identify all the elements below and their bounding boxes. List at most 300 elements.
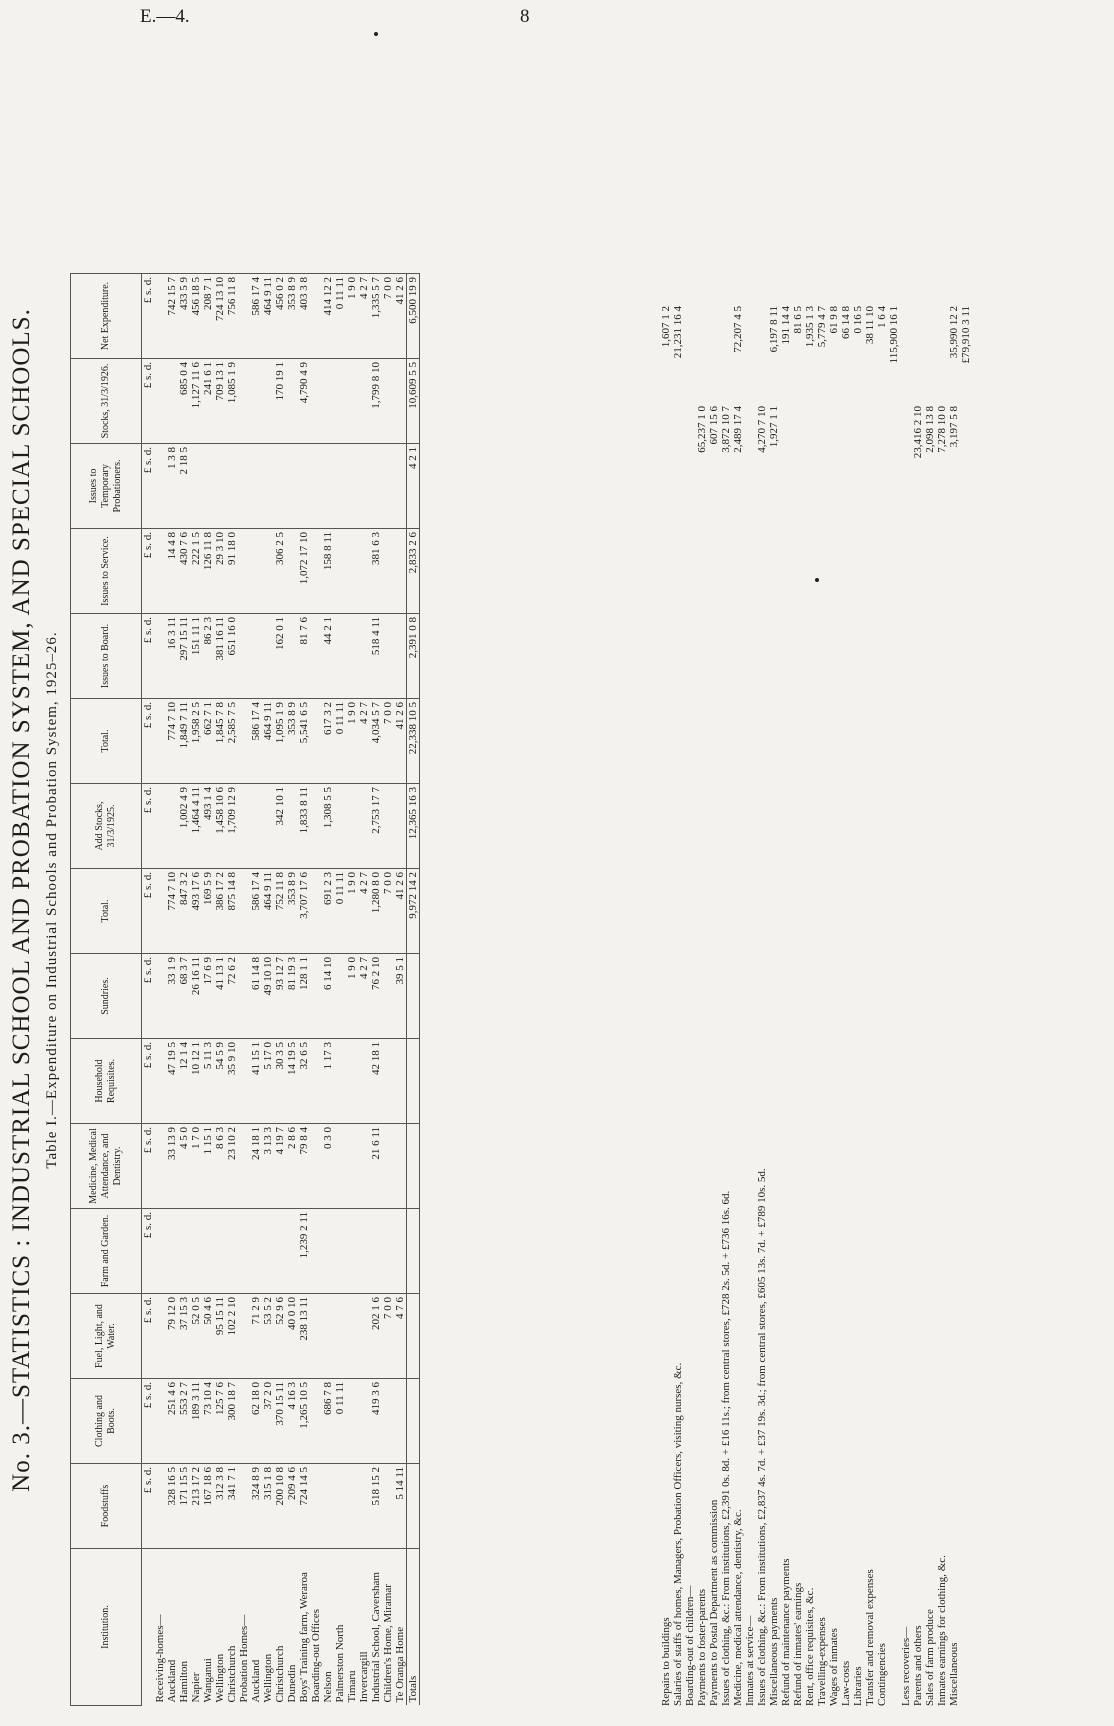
summary-amount — [960, 406, 972, 506]
summary-label: Payments to foster-parents — [696, 1588, 708, 1706]
column-header: Farm and Garden. — [71, 1209, 142, 1294]
amount-cell: 86 2 3 — [202, 614, 214, 699]
amount-cell — [238, 699, 250, 784]
summary-label: Less recoveries— — [900, 1626, 912, 1706]
institution-cell: Auckland — [166, 1549, 178, 1706]
summary-row — [960, 306, 972, 1706]
amount-cell — [154, 869, 166, 954]
summary-label: Issues of clothing, &c.: From institutions, £2,391 0s. 8d. + £16 11s.; from central stores, £728 2s. 5d. + £736 16s. 6d. — [720, 1190, 732, 1706]
amount-cell — [407, 1039, 420, 1124]
column-header: Household Requisites. — [71, 1039, 142, 1124]
amount-cell — [346, 529, 358, 614]
amount-cell: 4 5 0 — [178, 1124, 190, 1209]
amount-cell — [394, 784, 407, 869]
summary-amount — [684, 406, 696, 506]
amount-cell: 875 14 8 — [226, 869, 238, 954]
institution-cell: Hamilton — [178, 1549, 190, 1706]
amount-cell: 49 10 10 — [262, 954, 274, 1039]
amount-cell: 386 17 2 — [214, 869, 226, 954]
amount-cell — [394, 444, 407, 529]
summary-amount: 4,270 7 10 — [756, 406, 768, 453]
column-header: Fuel, Light, and Water. — [71, 1294, 142, 1379]
amount-cell: 2,391 0 8 — [407, 614, 420, 699]
table-row — [190, 274, 202, 1706]
amount-cell: 553 2 7 — [178, 1379, 190, 1464]
amount-cell: 493 17 6 — [190, 869, 202, 954]
institution-cell: Wellington — [262, 1549, 274, 1706]
institution-cell: Napier — [190, 1549, 202, 1706]
amount-cell — [407, 1124, 420, 1209]
table-body — [142, 274, 420, 1706]
amount-cell: 756 11 8 — [226, 274, 238, 359]
amount-cell: 251 4 6 — [166, 1379, 178, 1464]
totals-row — [407, 274, 420, 1706]
amount-cell — [370, 1209, 382, 1294]
amount-cell: 518 15 2 — [370, 1464, 382, 1549]
summary-label: Miscellaneous payments — [768, 1597, 780, 1706]
summary-subtotal — [912, 306, 924, 406]
amount-cell: 0 11 11 — [334, 869, 346, 954]
amount-cell: 1,085 1 9 — [226, 359, 238, 444]
amount-cell — [250, 1209, 262, 1294]
amount-cell: 774 7 10 — [166, 869, 178, 954]
amount-cell: 1,095 1 9 — [274, 699, 286, 784]
amount-cell: 1,458 10 6 — [214, 784, 226, 869]
amount-cell — [286, 444, 298, 529]
column-header: Issues to Temporary Probationers. — [71, 444, 142, 529]
unit-label: £ s. d. — [142, 954, 155, 1039]
summary-amount: 3,872 10 7 — [720, 406, 732, 453]
amount-cell: 71 2 9 — [250, 1294, 262, 1379]
summary-label: Medicine, medical attendance, dentistry, &c. — [732, 1509, 744, 1706]
table-row — [322, 274, 334, 1706]
amount-cell — [382, 954, 394, 1039]
amount-cell — [394, 529, 407, 614]
amount-cell — [358, 1124, 370, 1209]
amount-cell: 0 11 11 — [334, 699, 346, 784]
amount-cell: 315 1 8 — [262, 1464, 274, 1549]
summary-label: Inmates at service— — [744, 1615, 756, 1706]
summary-subtotal: 1 6 4 — [876, 306, 888, 328]
amount-cell — [407, 1209, 420, 1294]
amount-cell — [382, 529, 394, 614]
amount-cell — [310, 1124, 322, 1209]
amount-cell: 4 2 7 — [358, 274, 370, 359]
amount-cell: 6,500 19 9 — [407, 274, 420, 359]
table-row — [346, 274, 358, 1706]
summary-row — [804, 306, 816, 1706]
amount-cell: 0 3 0 — [322, 1124, 334, 1209]
summary-label: Refund of inmates' earnings — [792, 1582, 804, 1706]
institution-cell: Totals — [407, 1549, 420, 1706]
amount-cell — [394, 1039, 407, 1124]
amount-cell — [166, 784, 178, 869]
amount-cell: 709 13 1 — [214, 359, 226, 444]
amount-cell — [286, 614, 298, 699]
amount-cell: 73 10 4 — [202, 1379, 214, 1464]
unit-label: £ s. d. — [142, 699, 155, 784]
amount-cell: 68 3 7 — [178, 954, 190, 1039]
amount-cell: 169 5 9 — [202, 869, 214, 954]
amount-cell: 162 0 1 — [274, 614, 286, 699]
amount-cell — [238, 274, 250, 359]
amount-cell — [154, 784, 166, 869]
amount-cell: 685 0 4 — [178, 359, 190, 444]
amount-cell: 10,609 5 5 — [407, 359, 420, 444]
amount-cell: 353 8 9 — [286, 869, 298, 954]
amount-cell: 81 19 3 — [286, 954, 298, 1039]
column-header: Institution. — [71, 1549, 142, 1706]
amount-cell: 40 0 10 — [286, 1294, 298, 1379]
summary-label: Travelling-expenses — [816, 1617, 828, 1706]
amount-cell: 1,072 17 10 — [298, 529, 310, 614]
amount-cell — [250, 784, 262, 869]
amount-cell — [394, 614, 407, 699]
amount-cell — [346, 1294, 358, 1379]
amount-cell — [382, 1039, 394, 1124]
amount-cell — [322, 1209, 334, 1294]
table-row — [382, 274, 394, 1706]
summary-amount — [672, 406, 684, 506]
summary-subtotal: 6,197 8 11 — [768, 306, 780, 353]
amount-cell: 4 16 3 — [286, 1379, 298, 1464]
summary-row — [708, 306, 720, 1706]
summary-row — [948, 306, 960, 1706]
summary-amount — [852, 406, 864, 506]
amount-cell: 200 10 8 — [274, 1464, 286, 1549]
summary-amount — [780, 406, 792, 506]
institution-cell: Wanganui — [202, 1549, 214, 1706]
amount-cell: 42 18 1 — [370, 1039, 382, 1124]
amount-cell — [154, 359, 166, 444]
amount-cell: 381 6 3 — [370, 529, 382, 614]
amount-cell: 651 16 0 — [226, 614, 238, 699]
amount-cell: 41 13 1 — [214, 954, 226, 1039]
amount-cell — [214, 444, 226, 529]
unit-label — [142, 1549, 155, 1706]
expenditure-table — [70, 273, 420, 1706]
amount-cell — [286, 359, 298, 444]
amount-cell — [310, 1209, 322, 1294]
institution-cell: Timaru — [346, 1549, 358, 1706]
amount-cell: 125 7 6 — [214, 1379, 226, 1464]
amount-cell — [286, 784, 298, 869]
amount-cell: 1 15 1 — [202, 1124, 214, 1209]
amount-cell — [262, 444, 274, 529]
amount-cell — [358, 1379, 370, 1464]
summary-section — [660, 306, 972, 1706]
summary-label: Sales of farm produce — [924, 1609, 936, 1706]
unit-label: £ s. d. — [142, 869, 155, 954]
amount-cell — [238, 1294, 250, 1379]
amount-cell — [154, 1294, 166, 1379]
amount-cell — [322, 444, 334, 529]
summary-label: Refund of maintenance payments — [780, 1558, 792, 1706]
amount-cell — [346, 1039, 358, 1124]
amount-cell: 128 1 1 — [298, 954, 310, 1039]
amount-cell — [358, 614, 370, 699]
amount-cell: 5,541 6 5 — [298, 699, 310, 784]
amount-cell: 16 3 11 — [166, 614, 178, 699]
summary-amount — [900, 406, 912, 506]
amount-cell — [298, 444, 310, 529]
amount-cell — [310, 1294, 322, 1379]
amount-cell: 41 2 6 — [394, 699, 407, 784]
amount-cell — [154, 274, 166, 359]
amount-cell: 12,365 16 3 — [407, 784, 420, 869]
amount-cell: 62 18 0 — [250, 1379, 262, 1464]
amount-cell: 44 2 1 — [322, 614, 334, 699]
institution-cell: Boys' Training farm, Weraroa — [298, 1549, 310, 1706]
amount-cell: 209 4 6 — [286, 1464, 298, 1549]
amount-cell: 312 3 8 — [214, 1464, 226, 1549]
summary-row — [684, 306, 696, 1706]
summary-amount: 607 15 6 — [708, 406, 720, 445]
column-header: Net Expenditure. — [71, 274, 142, 359]
institution-cell: Christchurch — [274, 1549, 286, 1706]
amount-cell: 91 18 0 — [226, 529, 238, 614]
table-row — [334, 274, 346, 1706]
amount-cell — [154, 699, 166, 784]
amount-cell: 1,127 11 6 — [190, 359, 202, 444]
unit-label: £ s. d. — [142, 1124, 155, 1209]
summary-amount — [804, 406, 816, 506]
institution-cell: Boarding-out Offices — [310, 1549, 322, 1706]
amount-cell — [382, 359, 394, 444]
amount-cell — [250, 529, 262, 614]
amount-cell — [262, 359, 274, 444]
column-header: Total. — [71, 699, 142, 784]
amount-cell — [382, 1124, 394, 1209]
amount-cell — [154, 1124, 166, 1209]
amount-cell: 1 7 0 — [190, 1124, 202, 1209]
amount-cell: 7 0 0 — [382, 699, 394, 784]
institution-cell: Children's Home, Miramar — [382, 1549, 394, 1706]
institution-cell: Receiving-homes— — [154, 1549, 166, 1706]
summary-label — [960, 506, 972, 1706]
amount-cell: 433 5 9 — [178, 274, 190, 359]
summary-label: Wages of inmates — [828, 1628, 840, 1706]
amount-cell — [178, 1209, 190, 1294]
amount-cell: 189 3 11 — [190, 1379, 202, 1464]
amount-cell: 23 10 2 — [226, 1124, 238, 1209]
amount-cell: 29 3 10 — [214, 529, 226, 614]
amount-cell: 17 6 9 — [202, 954, 214, 1039]
summary-row — [660, 306, 672, 1706]
amount-cell — [358, 1209, 370, 1294]
column-header: Issues to Board. — [71, 614, 142, 699]
summary-subtotal: 38 11 10 — [864, 306, 876, 345]
amount-cell: 1 9 0 — [346, 699, 358, 784]
amount-cell: 1 3 8 — [166, 444, 178, 529]
unit-label: £ s. d. — [142, 614, 155, 699]
amount-cell: 1 17 3 — [322, 1039, 334, 1124]
amount-cell: 53 5 2 — [262, 1294, 274, 1379]
amount-cell — [238, 529, 250, 614]
amount-cell — [407, 1464, 420, 1549]
column-header: Total. — [71, 869, 142, 954]
amount-cell: 37 2 0 — [262, 1379, 274, 1464]
table-row — [154, 274, 166, 1706]
summary-amount — [876, 406, 888, 506]
amount-cell — [346, 444, 358, 529]
amount-cell — [382, 784, 394, 869]
summary-row — [924, 306, 936, 1706]
summary-subtotal: 21,231 16 4 — [672, 306, 684, 359]
amount-cell: 208 7 1 — [202, 274, 214, 359]
column-header: Clothing and Boots. — [71, 1379, 142, 1464]
amount-cell: 493 1 4 — [202, 784, 214, 869]
amount-cell — [407, 954, 420, 1039]
amount-cell: 4 2 1 — [407, 444, 420, 529]
institution-cell: Christchurch — [226, 1549, 238, 1706]
summary-amount — [816, 406, 828, 506]
amount-cell: 158 8 11 — [322, 529, 334, 614]
amount-cell: 4 2 7 — [358, 699, 370, 784]
summary-row — [900, 306, 912, 1706]
summary-amount — [660, 406, 672, 506]
unit-label: £ s. d. — [142, 1294, 155, 1379]
amount-cell — [238, 359, 250, 444]
table-subtitle: Table I.—Expenditure on Industrial Schools and Probation System, 1925–26. — [44, 631, 60, 1169]
amount-cell — [346, 1209, 358, 1294]
summary-subtotal: 72,207 4 5 — [732, 306, 744, 353]
unit-label: £ s. d. — [142, 274, 155, 359]
amount-cell — [274, 1209, 286, 1294]
amount-cell: 1,280 8 0 — [370, 869, 382, 954]
summary-label: Parents and others — [912, 1625, 924, 1706]
amount-cell: 54 5 9 — [214, 1039, 226, 1124]
institution-cell: Probation Homes— — [238, 1549, 250, 1706]
summary-amount — [888, 406, 900, 506]
institution-cell: Wellington — [214, 1549, 226, 1706]
table-row — [394, 274, 407, 1706]
amount-cell — [226, 1209, 238, 1294]
summary-label: Miscellaneous — [948, 1642, 960, 1706]
amount-cell — [262, 529, 274, 614]
unit-label: £ s. d. — [142, 444, 155, 529]
amount-cell: 213 17 2 — [190, 1464, 202, 1549]
amount-cell: 403 3 8 — [298, 274, 310, 359]
amount-cell: 1,845 7 8 — [214, 699, 226, 784]
amount-cell: 171 15 5 — [178, 1464, 190, 1549]
summary-label: Payments to Postal Department as commission — [708, 1499, 720, 1706]
amount-cell — [334, 359, 346, 444]
summary-amount: 23,416 2 10 — [912, 406, 924, 459]
amount-cell — [394, 1209, 407, 1294]
table-row — [202, 274, 214, 1706]
amount-cell — [238, 444, 250, 529]
amount-cell — [358, 359, 370, 444]
unit-label: £ s. d. — [142, 1209, 155, 1294]
amount-cell: 300 18 7 — [226, 1379, 238, 1464]
table-row — [250, 274, 262, 1706]
table-row — [274, 274, 286, 1706]
amount-cell: 170 19 1 — [274, 359, 286, 444]
amount-cell — [202, 1209, 214, 1294]
summary-label — [888, 506, 900, 1706]
unit-label: £ s. d. — [142, 1039, 155, 1124]
amount-cell: 328 16 5 — [166, 1464, 178, 1549]
amount-cell: 7 0 0 — [382, 1294, 394, 1379]
column-header: Add Stocks, 31/3/1925. — [71, 784, 142, 869]
amount-cell — [346, 1124, 358, 1209]
summary-subtotal: 35,990 12 2 — [948, 306, 960, 359]
summary-amount: 2,098 13 8 — [924, 406, 936, 453]
amount-cell — [190, 444, 202, 529]
summary-subtotal — [684, 306, 696, 406]
amount-cell — [334, 1039, 346, 1124]
summary-amount — [792, 406, 804, 506]
unit-row — [142, 274, 155, 1706]
summary-label: Rent, office requisites, &c. — [804, 1587, 816, 1706]
amount-cell: 4,034 5 7 — [370, 699, 382, 784]
amount-cell: 617 3 2 — [322, 699, 334, 784]
amount-cell: 7 0 0 — [382, 869, 394, 954]
page-header-ref: E.—4. — [140, 6, 190, 27]
amount-cell — [154, 529, 166, 614]
amount-cell — [310, 1039, 322, 1124]
amount-cell: 47 19 5 — [166, 1039, 178, 1124]
amount-cell: 381 16 11 — [214, 614, 226, 699]
amount-cell: 464 9 11 — [262, 699, 274, 784]
amount-cell: 32 6 5 — [298, 1039, 310, 1124]
amount-cell: 39 5 1 — [394, 954, 407, 1039]
institution-cell: Palmerston North — [334, 1549, 346, 1706]
summary-row — [852, 306, 864, 1706]
amount-cell: 430 7 6 — [178, 529, 190, 614]
summary-label: Law-costs — [840, 1660, 852, 1706]
amount-cell: 41 2 6 — [394, 274, 407, 359]
amount-cell — [394, 1379, 407, 1464]
amount-cell: 41 15 1 — [250, 1039, 262, 1124]
amount-cell — [334, 444, 346, 529]
amount-cell: 52 0 5 — [190, 1294, 202, 1379]
summary-label: Repairs to buildings — [660, 1617, 672, 1706]
amount-cell — [262, 614, 274, 699]
unit-label: £ s. d. — [142, 529, 155, 614]
summary-subtotal: 81 6 5 — [792, 306, 804, 334]
summary-subtotal — [924, 306, 936, 406]
amount-cell: 5 11 3 — [202, 1039, 214, 1124]
amount-cell: 7 0 0 — [382, 274, 394, 359]
amount-cell — [238, 869, 250, 954]
amount-cell — [154, 1039, 166, 1124]
amount-cell: 241 6 1 — [202, 359, 214, 444]
institution-cell: Auckland — [250, 1549, 262, 1706]
amount-cell: 93 12 7 — [274, 954, 286, 1039]
amount-cell: 3 13 3 — [262, 1124, 274, 1209]
amount-cell — [310, 614, 322, 699]
summary-row — [672, 306, 684, 1706]
amount-cell: 1,308 5 5 — [322, 784, 334, 869]
amount-cell — [238, 1124, 250, 1209]
amount-cell: 847 3 2 — [178, 869, 190, 954]
summary-row — [768, 306, 780, 1706]
amount-cell — [310, 699, 322, 784]
table-row — [358, 274, 370, 1706]
amount-cell — [250, 359, 262, 444]
amount-cell — [407, 1379, 420, 1464]
amount-cell — [286, 529, 298, 614]
amount-cell: 691 2 3 — [322, 869, 334, 954]
unit-label: £ s. d. — [142, 1464, 155, 1549]
amount-cell — [310, 869, 322, 954]
amount-cell — [322, 359, 334, 444]
table-row — [166, 274, 178, 1706]
amount-cell — [358, 1294, 370, 1379]
amount-cell: 30 3 5 — [274, 1039, 286, 1124]
